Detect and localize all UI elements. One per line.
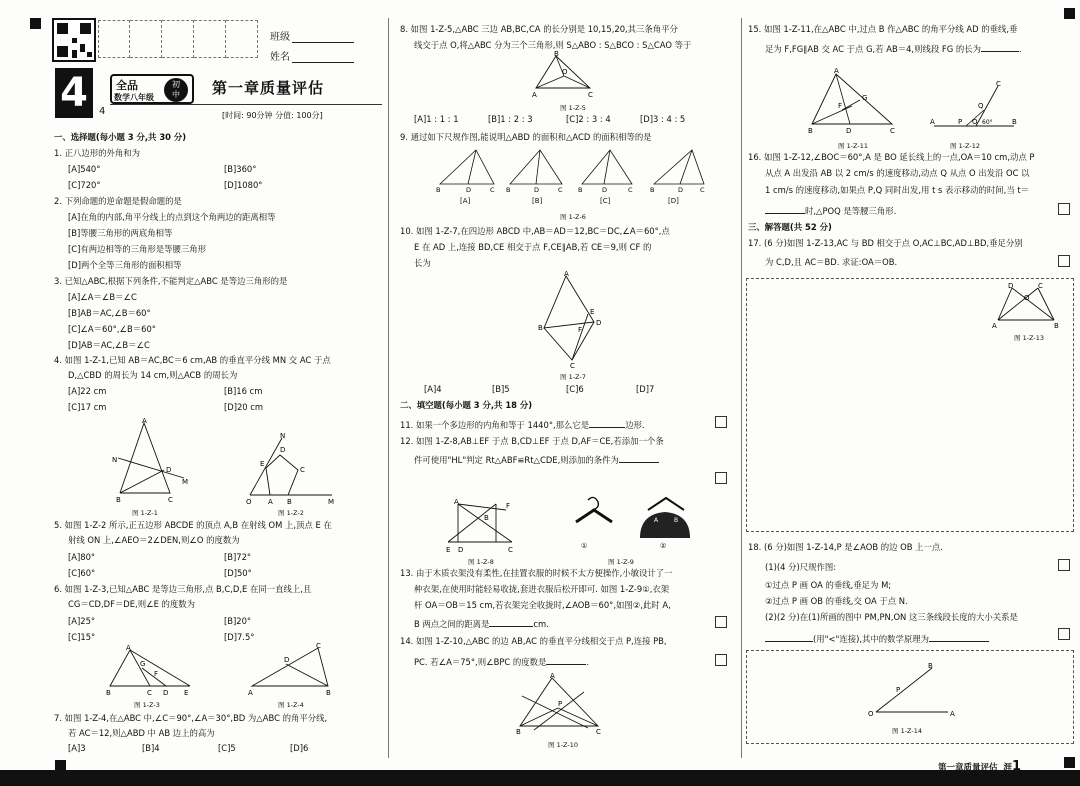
question-text: 射线 ON 上,∠AEO＝2∠DEN,则∠O 的度数为	[68, 535, 240, 545]
svg-text:B: B	[578, 186, 583, 194]
option[interactable]: [B]20°	[224, 616, 252, 626]
svg-text:F: F	[506, 502, 511, 510]
question-text: 17. (6 分)如图 1-Z-13,AC 与 BD 相交于点 O,AC⊥BC,AD⊥BD,垂足分别	[748, 238, 1023, 248]
svg-text:P: P	[958, 118, 963, 126]
question-text: 3. 已知△ABC,根据下列条件,不能判定△ABC 是等边三角形的是	[54, 276, 288, 286]
svg-text:C: C	[147, 689, 152, 696]
option[interactable]: [A]4	[424, 384, 442, 394]
svg-text:B: B	[436, 186, 441, 194]
question-text: 4. 如图 1-Z-1,已知 AB＝AC,BC＝6 cm,AB 的垂直平分线 MN 交 AC 于点	[54, 355, 331, 365]
question-text: 为 C,D,且 AC＝BD. 求证:OA＝OB.	[765, 257, 898, 267]
option[interactable]: [B]1 : 2 : 3	[488, 114, 533, 124]
svg-text:A: A	[930, 118, 935, 126]
option[interactable]: [A]在角的内部,角平分线上的点到这个角两边的距离相等	[68, 212, 276, 222]
svg-text:O: O	[972, 118, 978, 126]
option[interactable]: [A]3	[68, 743, 86, 753]
question-text: 足为 F,FG∥AB 交 AC 于点 G,若 AB＝4,则线段 FG 的长为 .	[765, 44, 1022, 54]
svg-text:C: C	[596, 728, 601, 736]
option[interactable]: [A]1 : 1 : 1	[414, 114, 459, 124]
svg-text:A: A	[654, 517, 659, 524]
question-text: 18. (6 分)如图 1-Z-14,P 是∠AOB 的边 OB 上一点.	[748, 542, 943, 552]
section-heading: 二、填空题(每小题 3 分,共 18 分)	[400, 400, 533, 410]
svg-text:O: O	[1024, 294, 1030, 302]
option[interactable]: [D]7	[636, 384, 655, 394]
question-text: 若 AC＝12,则△ABD 中 AB 边上的高为	[68, 728, 215, 738]
svg-text:B: B	[674, 517, 679, 524]
score-box[interactable]	[715, 616, 727, 628]
question-text: 13. 由于木质衣架没有柔性,在挂置衣服的时候不太方便操作,小敏设计了一	[400, 568, 673, 578]
score-box[interactable]	[1058, 628, 1070, 640]
question-text: 12. 如图 1-Z-8,AB⊥EF 于点 B,CD⊥EF 于点 D,AF＝CE,若添加一个条	[400, 436, 664, 446]
option[interactable]: [B]5	[492, 384, 510, 394]
figure-caption: 图 1-Z-13	[1014, 334, 1045, 342]
class-field[interactable]: 班级	[270, 28, 354, 43]
svg-text:A: A	[532, 91, 537, 98]
svg-text:A: A	[248, 689, 253, 696]
svg-text:D: D	[1008, 282, 1014, 290]
answer-blank[interactable]	[981, 42, 1019, 52]
answer-blank[interactable]	[589, 418, 625, 428]
svg-text:O: O	[562, 68, 568, 76]
svg-text:A: A	[142, 418, 147, 425]
answer-blank[interactable]	[765, 204, 805, 214]
question-text: 10. 如图 1-Z-7,在四边形 ABCD 中,AB＝AD＝12,BC＝DC,∠A＝60°,点	[400, 226, 670, 236]
question-text: ①过点 P 画 OA 的垂线,垂足为 M;	[765, 580, 892, 590]
svg-text:C: C	[316, 642, 321, 650]
answer-blank[interactable]	[765, 632, 813, 642]
figure-1-z-9	[570, 492, 690, 540]
svg-text:B: B	[287, 498, 292, 506]
svg-text:B: B	[1054, 322, 1059, 328]
svg-text:O: O	[246, 498, 252, 506]
brand-badge: 全品 数学八年级 初 中	[110, 74, 194, 104]
svg-text:C: C	[1038, 282, 1043, 290]
svg-text:F: F	[838, 102, 843, 110]
figure-label: ①	[581, 542, 588, 550]
svg-text:D: D	[534, 186, 540, 194]
score-box[interactable]	[715, 654, 727, 666]
svg-text:D: D	[458, 546, 464, 554]
option[interactable]: [B]	[532, 197, 543, 205]
question-text: 线交于点 O,将△ABC 分为三个三角形,则 S△ABO : S△BCO : S△CAO 等于	[414, 40, 692, 50]
figure-1-z-2	[240, 430, 340, 510]
option[interactable]: [B]72°	[224, 552, 252, 562]
figure-1-z-14	[866, 662, 958, 718]
svg-text:P: P	[558, 700, 563, 708]
question-text: ②过点 P 画 OB 的垂线,交 OA 于点 N.	[765, 596, 908, 606]
option[interactable]: [B]360°	[224, 164, 257, 174]
figure-1-z-3	[104, 644, 196, 696]
question-text: 15. 如图 1-Z-11,在△ABC 中,过点 B 作△ABC 的角平分线 AD 的垂线,垂	[748, 24, 1018, 34]
question-text: 长为	[414, 258, 431, 268]
svg-text:B: B	[116, 496, 121, 504]
option[interactable]: [D]6	[290, 743, 309, 753]
svg-text:A: A	[454, 498, 459, 506]
svg-text:B: B	[1012, 118, 1017, 126]
page-number: 1	[1011, 759, 1021, 774]
answer-blank[interactable]	[489, 617, 533, 627]
figure-caption: 图 1-Z-9	[608, 558, 634, 566]
question-text: (2)(2 分)在(1)所画的图中 PM,PN,ON 这三条线段长度的大小关系是	[765, 612, 1018, 622]
name-field[interactable]: 姓名	[270, 48, 354, 63]
page-footer: 第一章质量评估 涯1	[938, 759, 1021, 774]
header-rule	[110, 104, 382, 105]
figure-caption: 图 1-Z-7	[560, 373, 586, 381]
svg-text:B: B	[808, 127, 813, 135]
question-text: E 在 AD 上,连接 BD,CE 相交于点 F,CE∥AB,若 CE＝9,则 CF 的	[414, 242, 652, 252]
option[interactable]: [A]22 cm	[68, 386, 107, 396]
svg-text:D: D	[678, 186, 684, 194]
option[interactable]: [C]15°	[68, 632, 96, 642]
option[interactable]: [D]两个全等三角形的面积相等	[68, 260, 182, 270]
option[interactable]: [B]AB＝AC,∠B＝60°	[68, 308, 151, 318]
figure-1-z-10	[514, 672, 604, 736]
svg-text:A: A	[950, 710, 955, 718]
svg-text:E: E	[590, 308, 595, 316]
column-divider	[388, 18, 389, 758]
option[interactable]: [B]等腰三角形的两底角相等	[68, 228, 173, 238]
option[interactable]: [D]1080°	[224, 180, 263, 190]
svg-text:D: D	[163, 689, 169, 696]
svg-text:Q: Q	[978, 102, 984, 110]
answer-blank[interactable]	[929, 632, 989, 642]
option[interactable]: [A]540°	[68, 164, 101, 174]
svg-text:D: D	[602, 186, 608, 194]
svg-text:A: A	[834, 67, 839, 75]
question-text: 7. 如图 1-Z-4,在△ABC 中,∠C＝90°,∠A＝30°,BD 为△ABC 的角平分线,	[54, 713, 328, 723]
svg-text:60°: 60°	[982, 119, 993, 126]
section-heading: 三、解答题(共 52 分)	[748, 222, 832, 232]
figure-1-z-6	[434, 144, 724, 196]
score-box[interactable]	[1058, 203, 1070, 215]
svg-text:B: B	[516, 728, 521, 736]
svg-text:C: C	[558, 186, 563, 194]
question-text: 1 cm/s 的速度移动,如果点 P,Q 同时出发,用 t s 表示移动的时间,当 t＝	[765, 185, 1030, 195]
option[interactable]: [B]16 cm	[224, 386, 263, 396]
svg-text:B: B	[538, 324, 543, 332]
figure-1-z-7	[536, 270, 612, 368]
svg-text:C: C	[588, 91, 593, 98]
question-text: CG＝CD,DF＝DE,则∠E 的度数为	[68, 599, 196, 609]
figure-caption: 图 1-Z-6	[560, 213, 586, 221]
svg-text:B: B	[928, 662, 933, 670]
svg-text:C: C	[890, 127, 895, 135]
svg-text:A: A	[268, 498, 273, 506]
svg-text:D: D	[596, 319, 602, 327]
svg-text:O: O	[868, 710, 874, 718]
question-text: (1)(4 分)尺规作图:	[765, 562, 837, 572]
svg-text:A: A	[564, 270, 569, 278]
svg-text:C: C	[996, 80, 1001, 88]
svg-text:F: F	[578, 326, 583, 334]
figure-caption: 图 1-Z-8	[468, 558, 494, 566]
answer-blank[interactable]	[619, 453, 659, 463]
option[interactable]: [C]720°	[68, 180, 101, 190]
unit-number: 4	[55, 68, 93, 118]
question-text: 件可使用"HL"判定 Rt△ABF≌Rt△CDE,则添加的条件为	[414, 453, 659, 466]
svg-text:B: B	[650, 186, 655, 194]
scan-edge	[0, 770, 1080, 786]
option[interactable]: [A]∠A＝∠B＝∠C	[68, 292, 137, 302]
option[interactable]: [C]2 : 3 : 4	[566, 114, 611, 124]
figure-caption: 图 1-Z-2	[278, 509, 304, 517]
score-box[interactable]	[1058, 559, 1070, 571]
svg-text:D: D	[466, 186, 472, 194]
svg-text:C: C	[508, 546, 513, 554]
option[interactable]: [C]	[600, 197, 611, 205]
svg-text:C: C	[570, 362, 575, 368]
option[interactable]: [D]50°	[224, 568, 252, 578]
svg-text:D: D	[280, 446, 286, 454]
svg-text:C: C	[168, 496, 173, 504]
svg-text:B: B	[326, 689, 331, 696]
svg-text:E: E	[446, 546, 451, 554]
svg-text:C: C	[490, 186, 495, 194]
question-text: PC. 若∠A＝75°,则∠BPC 的度数是 .	[414, 657, 590, 667]
time-score-info: [时间: 90分钟 分值: 100分]	[222, 111, 323, 120]
question-text: 2. 下列命题的逆命题是假命题的是	[54, 196, 182, 206]
figure-1-z-4	[246, 640, 338, 696]
figure-caption: 图 1-Z-3	[134, 701, 160, 709]
question-text: 16. 如图 1-Z-12,∠BOC＝60°,A 是 BO 延长线上的一点,OA＝10 cm,动点 P	[748, 152, 1035, 162]
svg-text:D: D	[846, 127, 852, 135]
option[interactable]: [C]5	[218, 743, 236, 753]
option[interactable]: [D]20 cm	[224, 402, 264, 412]
question-text: 14. 如图 1-Z-10,△ABC 的边 AB,AC 的垂直平分线相交于点 P,连接 PB,	[400, 636, 667, 646]
svg-text:A: A	[992, 322, 997, 328]
answer-blank[interactable]	[546, 655, 586, 665]
corner-mark-top-right	[1064, 8, 1075, 19]
option[interactable]: [C]∠A＝60°,∠B＝60°	[68, 324, 156, 334]
figure-caption: 图 1-Z-14	[892, 727, 923, 735]
svg-text:A: A	[126, 644, 131, 652]
option[interactable]: [A]	[460, 197, 471, 205]
option[interactable]: [C]6	[566, 384, 584, 394]
question-text: 6. 如图 1-Z-3,已知△ABC 是等边三角形,点 B,C,D,E 在同一直线上,且	[54, 584, 312, 594]
level-circle: 初 中	[164, 78, 188, 102]
svg-text:M: M	[328, 498, 335, 506]
question-text: 从点 A 出发沿 AB 以 2 cm/s 的速度移动,动点 Q 从点 O 出发沿 OC 以	[765, 168, 1030, 178]
figure-1-z-1	[100, 418, 200, 510]
score-box[interactable]	[715, 472, 727, 484]
svg-text:B: B	[554, 50, 559, 58]
question-text: 杆 OA＝OB＝15 cm,若衣架完全收拢时,∠AOB＝60°,如图②,此时 A,	[414, 600, 671, 610]
figure-1-z-12	[928, 80, 1020, 136]
figure-caption: 图 1-Z-11	[838, 142, 869, 150]
score-box[interactable]	[1058, 255, 1070, 267]
svg-text:F: F	[154, 670, 159, 678]
svg-text:D: D	[166, 466, 172, 474]
option[interactable]: [D]3 : 4 : 5	[640, 114, 686, 124]
option[interactable]: [B]4	[142, 743, 160, 753]
column-divider	[741, 18, 742, 758]
corner-mark-bottom-right	[1064, 757, 1075, 768]
question-text: 9. 通过如下尺规作图,能说明△ABD 的面积和△ACD 的面积相等的是	[400, 132, 652, 142]
option[interactable]: [C]60°	[68, 568, 96, 578]
svg-text:G: G	[140, 660, 146, 668]
svg-text:N: N	[280, 432, 286, 440]
svg-text:D: D	[284, 656, 290, 664]
figure-label: ②	[660, 542, 667, 550]
question-text: D,△CBD 的周长为 14 cm,则△ACB 的周长为	[68, 370, 238, 380]
figure-caption: 图 1-Z-4	[278, 701, 304, 709]
svg-text:C: C	[628, 186, 633, 194]
svg-text:N: N	[112, 456, 118, 464]
unit-sub-number: 4	[99, 106, 106, 117]
option[interactable]: [D]	[668, 197, 679, 205]
svg-text:B: B	[106, 689, 111, 696]
svg-text:C: C	[300, 466, 305, 474]
figure-caption: 图 1-Z-10	[548, 741, 579, 749]
svg-text:P: P	[896, 686, 901, 694]
question-text: 11. 如果一个多边形的内角和等于 1440°,那么它是 边形.	[400, 420, 645, 430]
page-title: 第一章质量评估	[212, 79, 325, 97]
figure-1-z-5	[530, 50, 596, 98]
option[interactable]: [A]80°	[68, 552, 96, 562]
question-text: (用"<"连接),其中的数学原理为	[765, 632, 989, 645]
figure-caption: 图 1-Z-5	[560, 104, 586, 112]
svg-text:C: C	[700, 186, 705, 194]
svg-text:B: B	[506, 186, 511, 194]
question-text: 时,△POQ 是等腰三角形.	[765, 204, 896, 217]
svg-text:M: M	[182, 478, 189, 486]
question-text: B 两点之间的距离是 cm.	[414, 619, 549, 629]
question-text: 5. 如图 1-Z-2 所示,正五边形 ABCDE 的顶点 A,B 在射线 OM 上,顶点 E 在	[54, 520, 332, 530]
question-text: 1. 正八边形的外角和为	[54, 148, 141, 158]
svg-text:B: B	[484, 514, 489, 522]
figure-1-z-8	[444, 496, 524, 556]
option[interactable]: [C]17 cm	[68, 402, 107, 412]
option[interactable]: [D]7.5°	[224, 632, 255, 642]
svg-text:A: A	[550, 672, 555, 680]
question-text: 8. 如图 1-Z-5,△ABC 三边 AB,BC,CA 的长分别是 10,15,20,其三条角平分	[400, 24, 678, 34]
svg-text:E: E	[260, 460, 265, 468]
section-heading: 一、选择题(每小题 3 分,共 30 分)	[54, 132, 187, 142]
figure-1-z-13	[990, 282, 1066, 328]
figure-caption: 图 1-Z-12	[950, 142, 981, 150]
option[interactable]: [C]有两边相等的三角形是等腰三角形	[68, 244, 207, 254]
option[interactable]: [D]AB＝AC,∠B＝∠C	[68, 340, 150, 350]
figure-caption: 图 1-Z-1	[132, 509, 158, 517]
figure-1-z-11	[804, 66, 900, 136]
corner-mark-top-left	[30, 18, 41, 29]
svg-text:E: E	[184, 689, 189, 696]
qr-code-icon	[52, 18, 96, 62]
svg-text:G: G	[862, 94, 868, 102]
score-box[interactable]	[715, 416, 727, 428]
option[interactable]: [A]25°	[68, 616, 96, 626]
question-text: 种衣架,在使用时能轻易收拢,套进衣服后松开即可. 如图 1-Z-9①,衣架	[414, 584, 670, 594]
exam-number-boxes[interactable]	[98, 20, 258, 58]
